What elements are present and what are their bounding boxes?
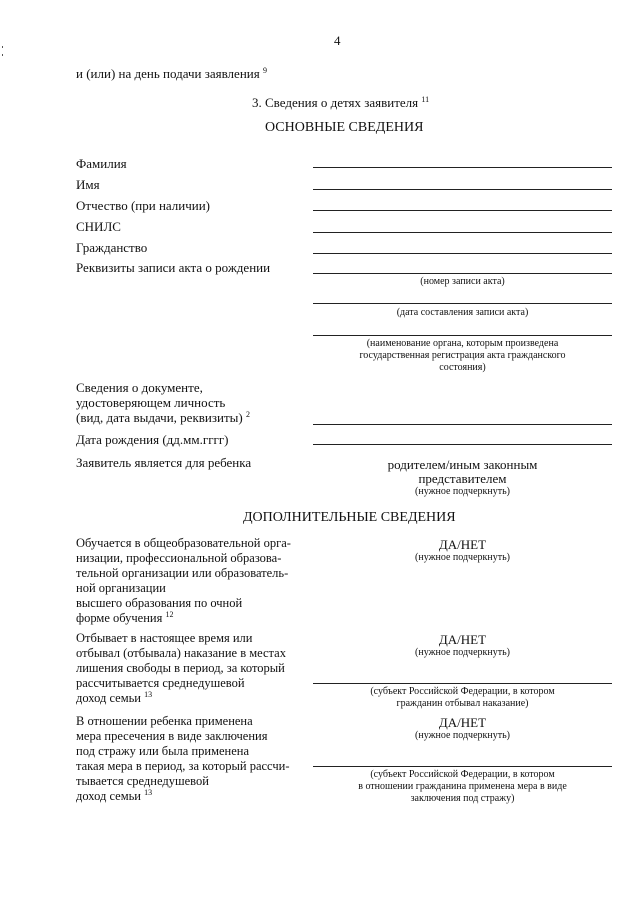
scan-mark <box>2 54 3 56</box>
section-title: 3. Сведения о детях заявителя $^{11}$ <box>252 95 430 110</box>
caption-imprisonment-2: гражданин отбывал наказание) <box>396 698 529 709</box>
question-line: форме обучения $^{12}$ <box>76 610 174 625</box>
question-line: рассчитывается среднедушевой <box>76 676 245 690</box>
question-line: отбывал (отбывала) наказание в местах <box>76 646 286 660</box>
question-line: высшего образования по очной <box>76 596 243 610</box>
relation-value-2[interactable]: представителем <box>418 471 507 486</box>
record-number-input-line[interactable] <box>313 273 612 274</box>
question-line: тельной организации или образователь- <box>76 566 289 580</box>
question-line: лишения свободы в период, за который <box>76 661 285 675</box>
relation-value-1[interactable]: родителем/иным законным <box>387 457 538 472</box>
field-label-surname: Фамилия <box>76 156 127 171</box>
question-line: ной организации <box>76 581 166 595</box>
question-line: такая мера в период, за который рассчи- <box>76 759 290 773</box>
footnote-ref: 13 <box>144 788 153 797</box>
name-input-line[interactable] <box>313 189 612 190</box>
question-line: доход семьи $^{13}$ <box>76 690 153 705</box>
field-label-birth-date: Дата рождения (дд.мм.гггг) <box>76 432 229 447</box>
citizenship-input-line[interactable] <box>313 253 612 254</box>
caption-record-number: (номер записи акта) <box>420 276 505 287</box>
footnote-ref: 2 <box>245 410 250 419</box>
identity-doc-line: Сведения о документе, <box>76 380 203 395</box>
footnote-ref: 11 <box>421 95 430 104</box>
hint-studies: (нужное подчеркнуть) <box>415 552 510 563</box>
identity-doc-line: удостоверяющем личность <box>76 395 226 410</box>
question-line: В отношении ребенка применена <box>76 714 253 728</box>
patronymic-input-line[interactable] <box>313 210 612 211</box>
caption-record-date: (дата составления записи акта) <box>396 307 529 318</box>
imprisonment-region-input-line[interactable] <box>313 683 612 684</box>
question-line: тывается среднедушевой <box>76 774 209 788</box>
question-line: мера пресечения в виде заключения <box>76 729 268 743</box>
additional-info-header: ДОПОЛНИТЕЛЬНЫЕ СВЕДЕНИЯ <box>243 510 456 525</box>
question-line: доход семьи $^{13}$ <box>76 788 153 803</box>
hint-imprisonment: (нужное подчеркнуть) <box>415 647 510 658</box>
detention-region-input-line[interactable] <box>313 766 612 767</box>
scan-mark <box>2 46 3 48</box>
footnote-ref: 9 <box>262 66 267 75</box>
field-label-snils: СНИЛС <box>76 219 121 234</box>
footnote-ref: 13 <box>144 690 153 699</box>
caption-detention-2: в отношении гражданина применена мера в виде <box>358 781 567 792</box>
authority-input-line[interactable] <box>313 335 612 336</box>
surname-input-line[interactable] <box>313 167 612 168</box>
question-imprisonment <box>76 631 286 706</box>
answer-yes-no-studies[interactable]: ДА/НЕТ <box>438 537 487 552</box>
relation-hint: (нужное подчеркнуть) <box>415 486 510 497</box>
question-line: Обучается в общеобразовательной орга- <box>76 536 291 550</box>
identity-doc-label <box>76 380 250 425</box>
hint-detention: (нужное подчеркнуть) <box>415 730 510 741</box>
question-line: низации, профессиональной образова- <box>76 551 282 565</box>
caption-authority-3: состояния) <box>439 362 486 373</box>
field-label-citizenship: Гражданство <box>76 240 148 255</box>
question-studies <box>76 536 291 626</box>
identity-doc-line: (вид, дата выдачи, реквизиты) $^2$ <box>76 410 250 425</box>
question-detention <box>76 714 289 804</box>
birth-date-input-line[interactable] <box>313 444 612 445</box>
caption-authority-2: государственная регистрация акта гражданского <box>359 350 566 361</box>
identity-doc-input-line[interactable] <box>313 424 612 425</box>
question-line: Отбывает в настоящее время или <box>76 631 253 645</box>
relation-label: Заявитель является для ребенка <box>76 455 252 470</box>
caption-detention-1: (субъект Российской Федерации, в котором <box>370 769 555 780</box>
intro-text: и (или) на день подачи заявления $^9$ <box>76 66 267 81</box>
field-label-name: Имя <box>76 177 100 192</box>
caption-imprisonment-1: (субъект Российской Федерации, в котором <box>370 686 555 697</box>
basic-info-header: ОСНОВНЫЕ СВЕДЕНИЯ <box>265 120 424 135</box>
answer-yes-no-imprisonment[interactable]: ДА/НЕТ <box>438 632 487 647</box>
field-label-patronymic: Отчество (при наличии) <box>76 198 211 213</box>
snils-input-line[interactable] <box>313 232 612 233</box>
footnote-ref: 12 <box>165 610 174 619</box>
answer-yes-no-detention[interactable]: ДА/НЕТ <box>438 715 487 730</box>
record-date-input-line[interactable] <box>313 303 612 304</box>
caption-detention-3: заключения под стражу) <box>410 793 515 804</box>
field-label-birth-record: Реквизиты записи акта о рождении <box>76 260 271 275</box>
caption-authority-1: (наименование органа, которым произведена <box>366 338 559 349</box>
page-number: 4 <box>334 33 341 48</box>
question-line: под стражу или была применена <box>76 744 250 758</box>
